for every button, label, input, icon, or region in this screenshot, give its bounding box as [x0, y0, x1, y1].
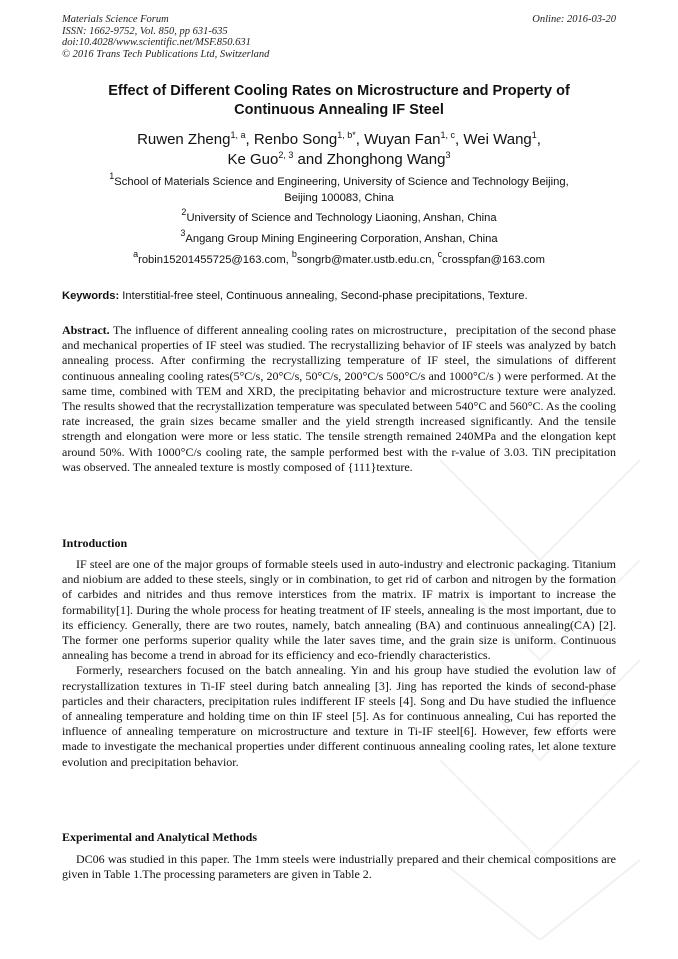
- author-line-1: [62, 130, 616, 150]
- title-line-1: Effect of Different Cooling Rates on Microstructure and Property of: [108, 83, 570, 99]
- author-separator: ,: [355, 131, 365, 148]
- keywords-label: Keywords:: [62, 290, 120, 302]
- copyright-line: © 2016 Trans Tech Publications Ltd, Switzerland: [62, 48, 270, 60]
- author-separator: and: [293, 151, 327, 168]
- author-list: [62, 130, 616, 170]
- online-date: Online: 2016-03-20: [532, 14, 616, 25]
- author-affiliation-mark: 1, a: [230, 130, 246, 140]
- author-affiliation-mark: 1, b*: [337, 130, 356, 140]
- doi-line: doi:10.4028/www.scientific.net/MSF.850.631: [62, 37, 251, 49]
- affiliation-text: Angang Group Mining Engineering Corporation, Anshan, China: [185, 233, 498, 245]
- affiliation-1: [62, 171, 616, 206]
- journal-name: Materials Science Forum: [62, 14, 169, 25]
- email-address: crosspfan@163.com: [442, 254, 545, 266]
- journal-header: [62, 14, 616, 60]
- affiliation-2: [62, 207, 616, 226]
- abstract-text: The influence of different annealing cooling rates on microstructure，precipitation of the second phase and mechanical properties of IF steel was studied. The recrystallizing behavior of IF steels was analyzed by batch annealing process. After confirming the recrystallizing temperature of IF steel, the simulations of different continuous annealing cooling rates(5°C/s, 20°C/s, 50°C/s, 200°C/s 500°C/s and 1000°C/s ) were performed. At the same time, combined with TEM and XRD, the precipitating behavior and microstructure texture were analyzed. The results showed that the recrystallization temperature was speculated between 540°C and 560°C. As the cooling rate increased, the grain sizes became smaller and the yield strength increased significantly. And the tensile strength and elongation were more or less static. The tensile strength remained 240MPa and the elongation kept around 50%. With 1000°C/s cooling rate, the sample performed best with the r-value of 3.03. TiN precipitation was observed. The annealed texture is mostly composed of {111}texture.: [62, 323, 616, 474]
- author-affiliation-mark: 2, 3: [278, 150, 294, 160]
- paragraph: IF steel are one of the major groups of formable steels used in auto-industry and electronic packaging. Titanium and niobium are added to these steels, singly or in combination, to get rid of carbon and nitrogen by the formation of carbides and nitrides and thus remove interstices from the matrix. IF matrix is important to increase the formability[1]. During the whole process for heating treatment of IF steels, annealing is the most important, due to its efficiency. Generally, there are two routes, namely, batch annealing (BA) and continuous annealing(CA) [2]. The former one performs superior quality while the later saves time, and the grain size is uniform. Continuous annealing has become a trend in abroad for its efficiency and eco-friendly characteristics.: [62, 557, 616, 663]
- affiliation-text: School of Materials Science and Engineering, University of Science and Technology Beijing,: [114, 176, 569, 188]
- author-separator: ,: [245, 131, 254, 148]
- affiliation-mark: 2: [181, 207, 187, 217]
- affiliation-mark: 1: [109, 171, 115, 181]
- affiliation-mark: 3: [180, 228, 186, 238]
- email-mark: c: [437, 249, 443, 259]
- email-mark: a: [133, 249, 139, 259]
- methods-body: [62, 852, 616, 882]
- author-name: Ruwen Zheng: [137, 131, 231, 148]
- keywords-text: Interstitial-free steel, Continuous annealing, Second-phase precipitations, Texture.: [119, 290, 528, 302]
- author-separator: ,: [536, 131, 541, 148]
- author-name: Wei Wang: [463, 131, 532, 148]
- author-name: Renbo Song: [253, 131, 338, 148]
- author-name: Zhonghong Wang: [326, 151, 446, 168]
- keywords: [62, 289, 616, 304]
- introduction-body: [62, 557, 616, 770]
- author-name: Wuyan Fan: [364, 131, 441, 148]
- abstract: [62, 323, 616, 475]
- paragraph: DC06 was studied in this paper. The 1mm steels were industrially prepared and their chemical compositions are given in Table 1.The processing parameters are given in Table 2.: [62, 852, 616, 882]
- methods-heading: Experimental and Analytical Methods: [62, 830, 258, 844]
- title-line-2: Continuous Annealing IF Steel: [234, 102, 444, 118]
- email-line: [62, 249, 616, 268]
- author-name: Ke Guo: [227, 151, 279, 168]
- paper-title: [62, 82, 616, 120]
- author-line-2: [62, 150, 616, 170]
- author-affiliation-mark: 3: [445, 150, 451, 160]
- affiliation-text: University of Science and Technology Liaoning, Anshan, China: [186, 212, 497, 224]
- affiliation-text: Beijing 100083, China: [284, 192, 394, 204]
- paragraph: Formerly, researchers focused on the batch annealing. Yin and his group have studied the evolution law of recrystallization textures in Ti-IF steel during batch annealing [3]. Jing has reported the kinds of second-phase particles and their characters, precipitation rules indifferent IF steels [4]. Song and Du have studied the influence of annealing temperature and holding time on thin IF steel [5]. As for continuous annealing, Cui has reported the influence of annealing temperature on microstructure and texture in Ti-IF steel[6]. However, few efforts were made to investigate the mechanical properties under different continuous annealing cooling rates, let alone texture evolution and precipitation behavior.: [62, 663, 616, 769]
- affiliation-3: [62, 228, 616, 247]
- author-affiliation-mark: 1, c: [440, 130, 456, 140]
- email-address: robin15201455725@163.com,: [138, 254, 292, 266]
- issn-line: ISSN: 1662-9752, Vol. 850, pp 631-635: [62, 25, 228, 37]
- email-mark: b: [291, 249, 297, 259]
- introduction-heading: Introduction: [62, 536, 128, 550]
- author-affiliation-mark: 1: [531, 130, 537, 140]
- abstract-label: Abstract.: [62, 323, 110, 337]
- email-address: songrb@mater.ustb.edu.cn,: [296, 254, 438, 266]
- author-separator: ,: [455, 131, 464, 148]
